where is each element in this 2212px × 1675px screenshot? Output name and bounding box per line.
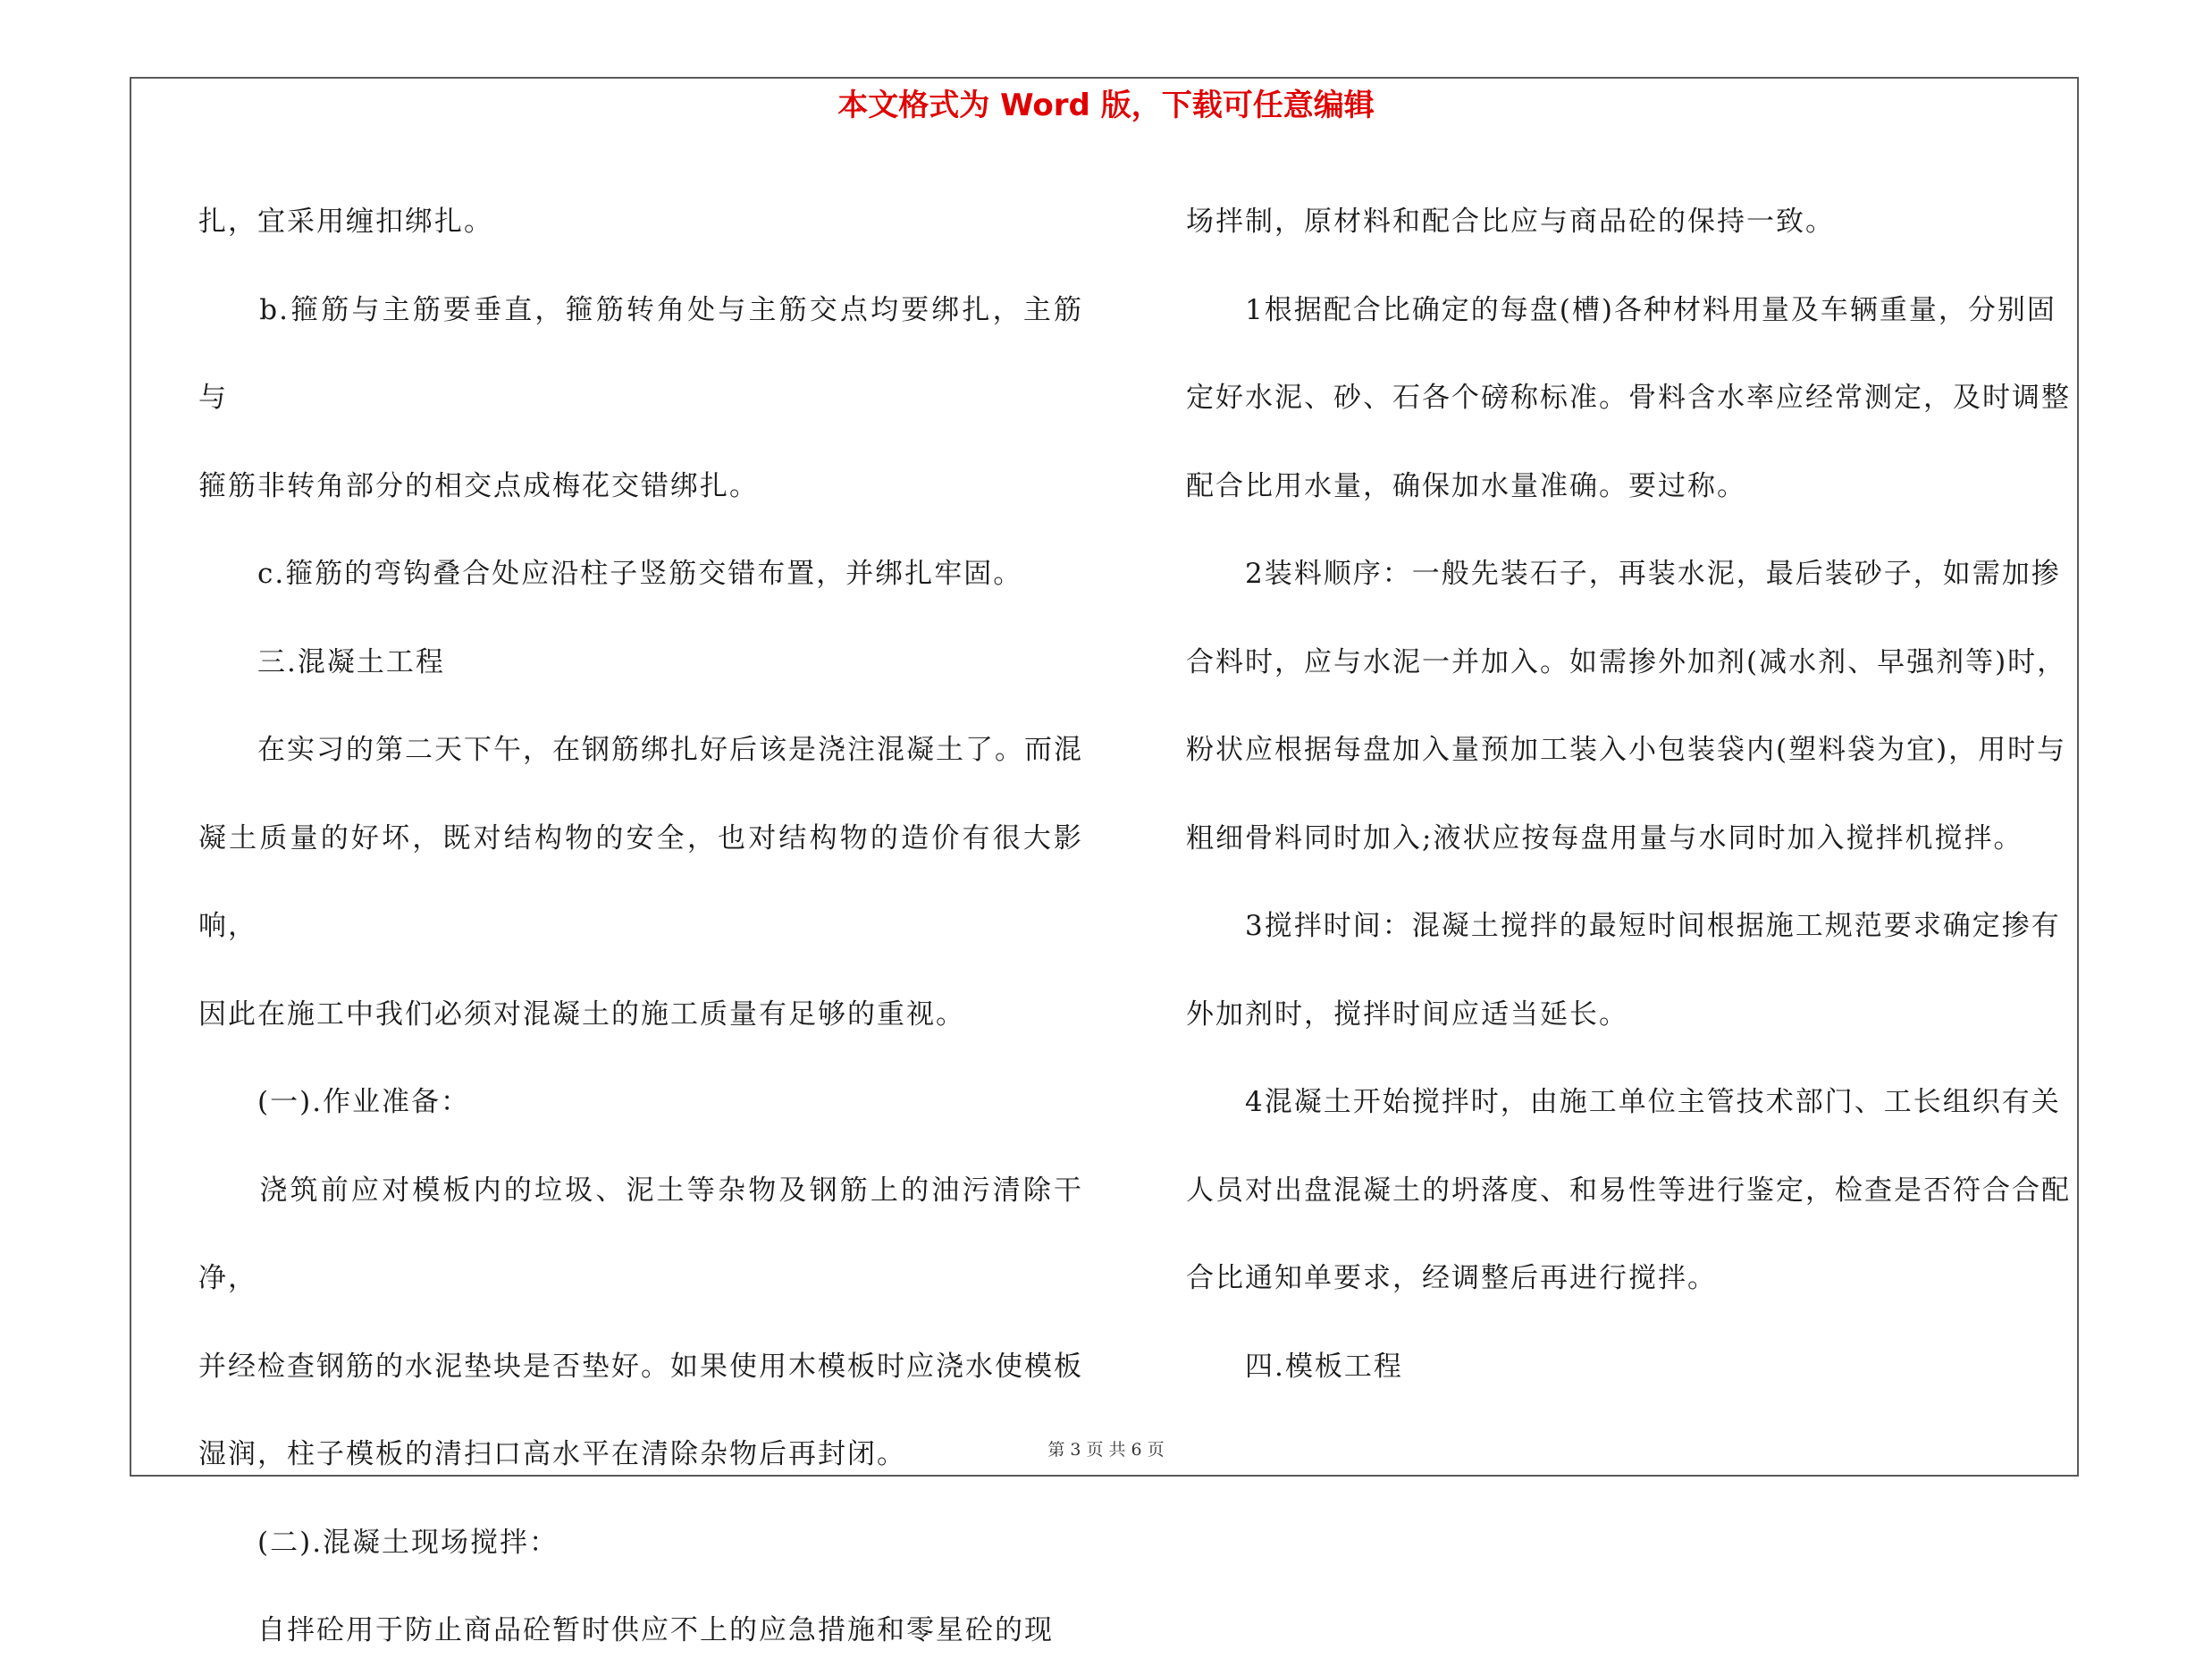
text-line: 合料时，应与水泥一并加入。如需掺外加剂(减水剂、早强剂等)时， <box>1186 645 2067 678</box>
text-line: 在实习的第二天下午，在钢筋绑扎好后该是浇注混凝土了。而混 <box>198 734 1083 766</box>
text-line: 浇筑前应对模板内的垃圾、泥土等杂物及钢筋上的油污清除干净， <box>198 1174 1083 1294</box>
right-text-column <box>1186 178 2071 1410</box>
text-line: 扎，宜采用缠扣绑扎。 <box>198 206 493 238</box>
text-line: 1根据配合比确定的每盘(槽)各种材料用量及车辆重量，分别固 <box>1186 293 2056 326</box>
text-line: 凝土质量的好坏，既对结构物的安全，也对结构物的造价有很大影响， <box>198 821 1083 942</box>
text-line: 合比通知单要求，经调整后再进行搅拌。 <box>1186 1262 1717 1294</box>
text-line: 箍筋非转角部分的相交点成梅花交错绑扎。 <box>198 469 759 502</box>
subsection-heading: (一).作业准备： <box>198 1086 471 1118</box>
text-line: 粉状应根据每盘加入量预加工装入小包装袋内(塑料袋为宜)，用时与 <box>1186 734 2067 766</box>
text-line: 定好水泥、砂、石各个磅称标准。骨料含水率应经常测定，及时调整 <box>1186 382 2071 414</box>
document-header-title: 本文格式为 Word 版，下载可任意编辑 <box>837 88 1375 123</box>
text-line: 3搅拌时间：混凝土搅拌的最短时间根据施工规范要求确定掺有 <box>1186 910 2061 942</box>
subsection-heading: (二).混凝土现场搅拌： <box>198 1526 559 1559</box>
text-line: 配合比用水量，确保加水量准确。要过称。 <box>1186 469 1746 502</box>
text-line: c.箍筋的弯钩叠合处应沿柱子竖筋交错布置，并绑扎牢固。 <box>198 558 1023 590</box>
section-heading: 三.混凝土工程 <box>198 645 445 678</box>
text-line: 自拌砼用于防止商品砼暂时供应不上的应急措施和零星砼的现 <box>198 1614 1054 1646</box>
text-line: 湿润，柱子模板的清扫口高水平在清除杂物后再封闭。 <box>198 1438 906 1470</box>
text-line: 因此在施工中我们必须对混凝土的施工质量有足够的重视。 <box>198 997 965 1031</box>
text-line: 人员对出盘混凝土的坍落度、和易性等进行鉴定，检查是否符合合配 <box>1186 1174 2071 1207</box>
text-line: 场拌制，原材料和配合比应与商品砼的保持一致。 <box>1186 206 1835 238</box>
text-line: b.箍筋与主筋要垂直，箍筋转角处与主筋交点均要绑扎，主筋与 <box>198 293 1083 414</box>
text-line: 4混凝土开始搅拌时，由施工单位主管技术部门、工长组织有关 <box>1186 1086 2061 1118</box>
page-number-footer: 第 3 页 共 6 页 <box>1047 1440 1165 1460</box>
text-line: 外加剂时，搅拌时间应适当延长。 <box>1186 997 1628 1031</box>
text-line: 并经检查钢筋的水泥垫块是否垫好。如果使用木模板时应浇水使模板 <box>198 1350 1083 1383</box>
section-heading: 四.模板工程 <box>1186 1350 1403 1383</box>
text-line: 2装料顺序：一般先装石子，再装水泥，最后装砂子，如需加掺 <box>1186 558 2061 590</box>
text-line: 粗细骨料同时加入;液状应按每盘用量与水同时加入搅拌机搅拌。 <box>1186 821 2023 854</box>
